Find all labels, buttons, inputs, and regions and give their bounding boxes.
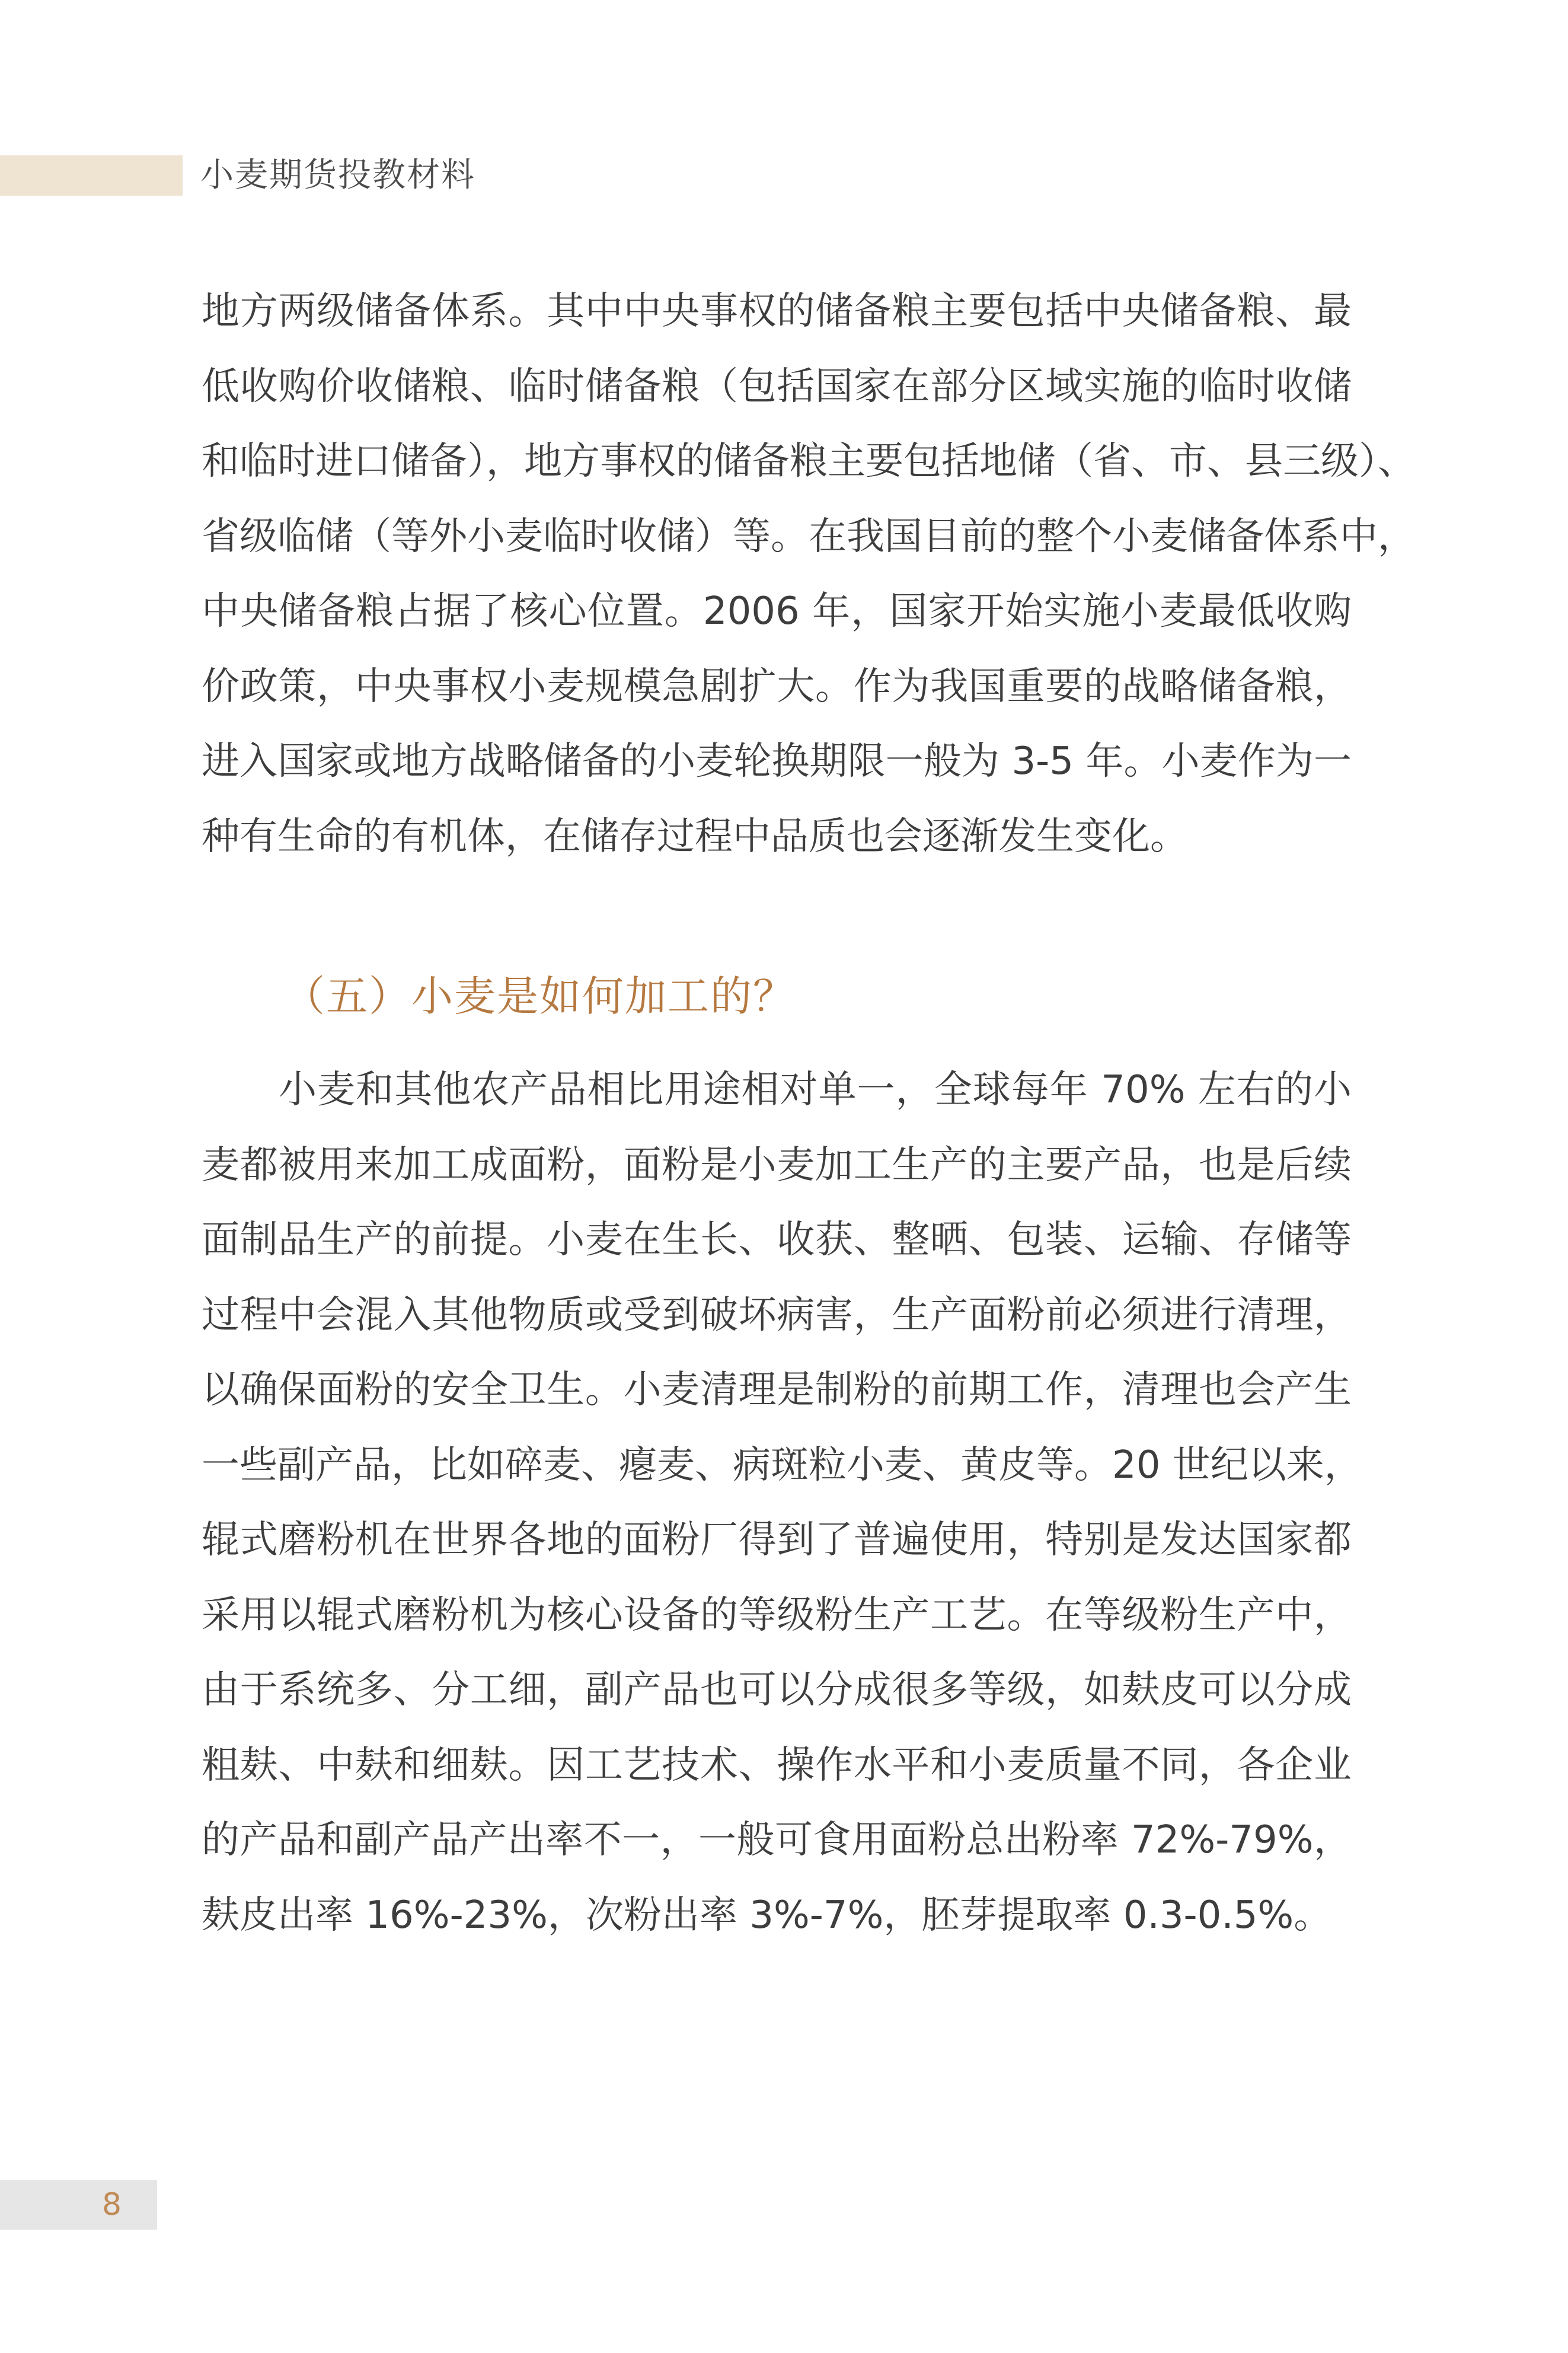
footer-page-bar [0, 2180, 157, 2230]
text-line: 省级临储（等外小麦临时收储）等。在我国目前的整个小麦储备体系中， [202, 514, 1416, 559]
text-line: 面制品生产的前提。小麦在生长、收获、整晒、包装、运输、存储等 [202, 1218, 1352, 1262]
text-line: 中央储备粮占据了核心位置。2006 年，国家开始实施小麦最低收购 [202, 589, 1352, 633]
text-line: 以确保面粉的安全卫生。小麦清理是制粉的前期工作，清理也会产生 [202, 1368, 1352, 1412]
text-line: 地方两级储备体系。其中中央事权的储备粮主要包括中央储备粮、最 [202, 289, 1352, 333]
text-line: 种有生命的有机体，在储存过程中品质也会逐渐发生变化。 [202, 814, 1188, 859]
text-line: 低收购价收储粮、临时储备粮（包括国家在部分区域实施的临时收储 [202, 364, 1352, 409]
body-paragraph-1 [202, 274, 1416, 874]
text-line: 小麦和其他农产品相比用途相对单一，全球每年 70% 左右的小 [202, 1068, 1352, 1112]
text-line: 过程中会混入其他物质或受到破坏病害，生产面粉前必须进行清理， [202, 1293, 1352, 1337]
text-line: 价政策，中央事权小麦规模急剧扩大。作为我国重要的战略储备粮， [202, 664, 1352, 709]
text-line: 由于系统多、分工细，副产品也可以分成很多等级，如麸皮可以分成 [202, 1668, 1352, 1712]
section-heading: （五）小麦是如何加工的？ [283, 972, 796, 1021]
text-line: 麦都被用来加工成面粉，面粉是小麦加工生产的主要产品，也是后续 [202, 1143, 1352, 1187]
text-line: 和临时进口储备），地方事权的储备粮主要包括地储（省、市、县三级）、 [202, 439, 1416, 483]
header-accent-bar [0, 155, 183, 196]
text-line: 辊式磨粉机在世界各地的面粉厂得到了普遍使用，特别是发达国家都 [202, 1518, 1352, 1562]
text-line: 麸皮出率 16%-23%，次粉出率 3%-7%，胚芽提取率 0.3-0.5%。 [202, 1893, 1332, 1937]
text-line: 进入国家或地方战略储备的小麦轮换期限一般为 3-5 年。小麦作为一 [202, 739, 1352, 783]
text-line: 采用以辊式磨粉机为核心设备的等级粉生产工艺。在等级粉生产中， [202, 1593, 1352, 1637]
text-line: 一些副产品，比如碎麦、瘪麦、病斑粒小麦、黄皮等。20 世纪以来， [202, 1443, 1362, 1487]
text-line: 的产品和副产品产出率不一，一般可食用面粉总出粉率 72%-79%， [202, 1818, 1352, 1862]
page-number: 8 [102, 2187, 122, 2223]
running-header-title: 小麦期货投教材料 [200, 156, 475, 195]
body-paragraph-2 [202, 1053, 1362, 1953]
text-line: 粗麸、中麸和细麸。因工艺技术、操作水平和小麦质量不同，各企业 [202, 1743, 1352, 1787]
